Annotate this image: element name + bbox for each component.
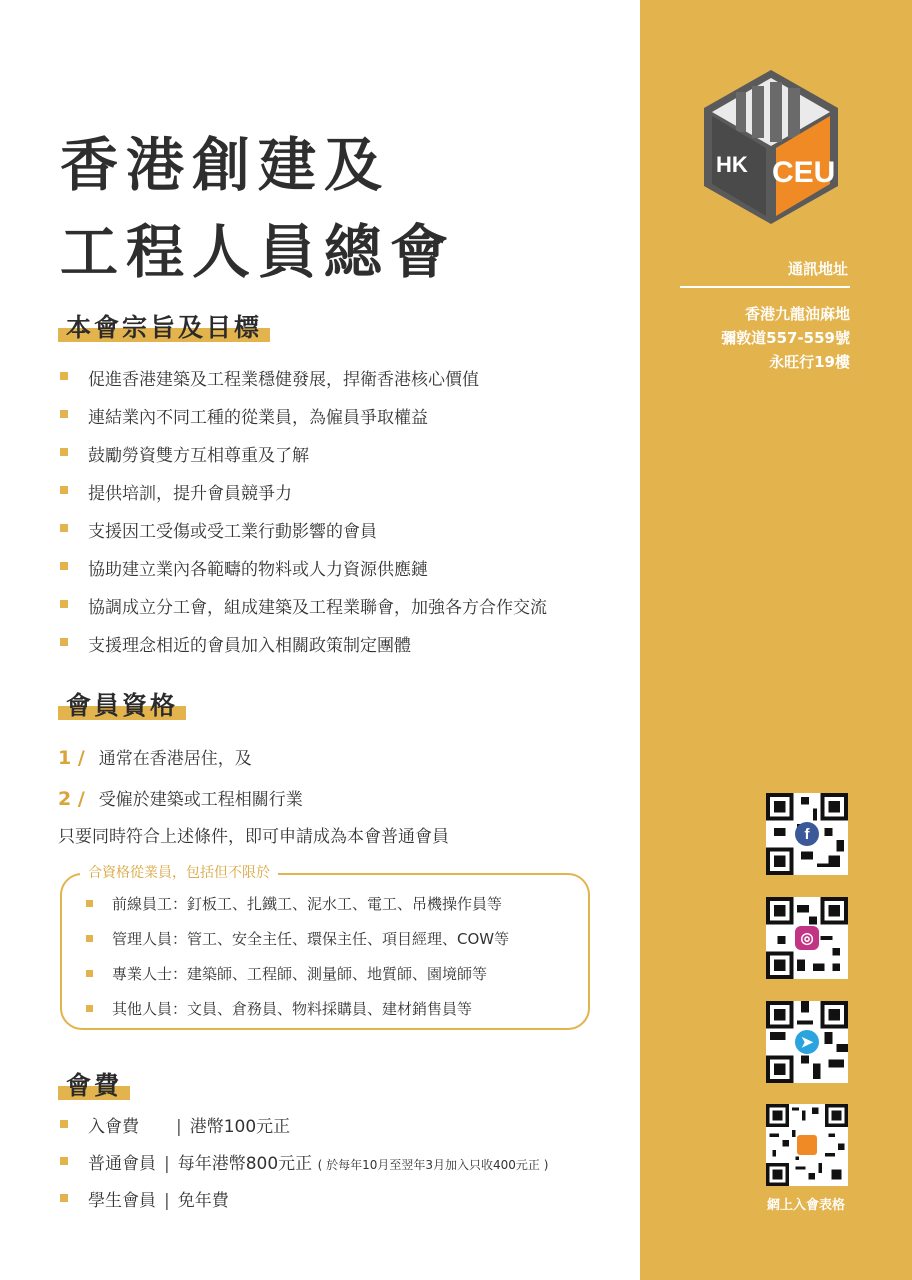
objectives-list: [60, 365, 547, 669]
fee-item: 入會費 | 港幣100元正: [60, 1112, 548, 1149]
objective-item: 促進香港建築及工程業穩健發展，捍衛香港核心價值: [60, 365, 547, 403]
eligible-item: 管理人員：管工、安全主任、環保主任、項目經理、COW等: [86, 928, 509, 963]
hkceu-logo: [700, 68, 842, 226]
hkceu-mini-logo-icon: [797, 1135, 817, 1155]
objective-item: 協調成立分工會，組成建築及工程業聯會，加強各方合作交流: [60, 593, 547, 631]
fees-list: [60, 1112, 548, 1223]
condition-item-1: 1 / 通常在香港居住，及: [58, 747, 252, 769]
logo-ceu-text: CEU: [772, 156, 836, 189]
membership-form-caption: 網上入會表格: [766, 1198, 845, 1213]
objective-item: 協助建立業內各範疇的物料或人力資源供應鏈: [60, 555, 547, 593]
address-divider: [680, 286, 850, 288]
eligible-caption: 合資格從業員，包括但不限於: [80, 862, 278, 882]
objectives-heading: 本會宗旨及目標: [58, 308, 270, 344]
condition-number: 2 /: [58, 788, 85, 810]
address-heading: 通訊地址: [787, 260, 848, 278]
facebook-icon: f: [795, 822, 819, 846]
logo-hk-text: HK: [716, 152, 748, 177]
fees-heading: 會費: [58, 1066, 130, 1102]
facebook-qr-code[interactable]: [766, 793, 848, 875]
objective-item: 鼓勵勞資雙方互相尊重及了解: [60, 441, 547, 479]
fee-item: 普通會員 | 每年港幣800元正 ( 於每年10月至翌年3月加入只收400元正 ): [60, 1149, 548, 1186]
membership-heading: 會員資格: [58, 686, 186, 722]
objective-item: 連結業內不同工種的從業員，為僱員爭取權益: [60, 403, 547, 441]
fee-note: ( 於每年10月至翌年3月加入只收400元正 ): [317, 1158, 549, 1172]
objective-item: 提供培訓，提升會員競爭力: [60, 479, 547, 517]
address-line: 彌敦道557-559號: [721, 329, 850, 347]
title-line-1: 香港創建及: [60, 131, 391, 199]
objective-item: 支援因工受傷或受工業行動影響的會員: [60, 517, 547, 555]
address-line: 永旺行19樓: [769, 353, 850, 371]
membership-form-qr-code[interactable]: [766, 1104, 848, 1186]
condition-number: 1 /: [58, 747, 85, 769]
instagram-qr-code[interactable]: [766, 897, 848, 979]
eligible-item: 其他人員：文員、倉務員、物料採購員、建材銷售員等: [86, 998, 509, 1033]
eligible-item: 前線員工：釘板工、扎鐵工、泥水工、電工、吊機操作員等: [86, 893, 509, 928]
address-line: 香港九龍油麻地: [744, 305, 850, 323]
telegram-icon: ➤: [795, 1030, 819, 1054]
objective-item: 支援理念相近的會員加入相關政策制定團體: [60, 631, 547, 669]
eligible-item: 專業人士：建築師、工程師、測量師、地質師、園境師等: [86, 963, 509, 998]
membership-note: 只要同時符合上述條件，即可申請成為本會普通會員: [58, 827, 449, 847]
instagram-icon: ◎: [795, 926, 819, 950]
title-line-2: 工程人員總會: [60, 218, 457, 286]
fee-item: 學生會員 | 免年費: [60, 1186, 548, 1223]
telegram-qr-code[interactable]: [766, 1001, 848, 1083]
condition-item-2: 2 / 受僱於建築或工程相關行業: [58, 788, 303, 810]
address: [690, 302, 850, 374]
eligible-list: [86, 893, 509, 1033]
